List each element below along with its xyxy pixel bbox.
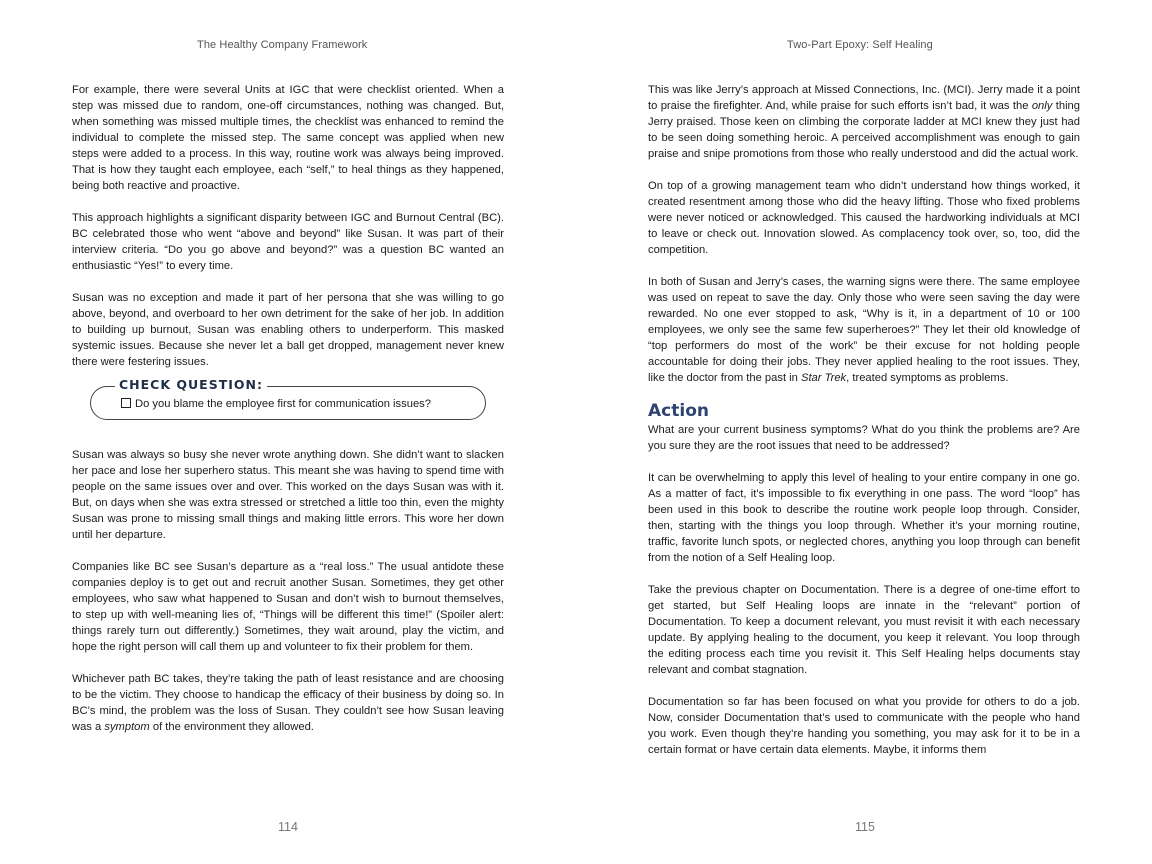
page-number-right: 115 (855, 820, 875, 834)
right-body-text (648, 82, 1080, 774)
page-number-left: 114 (278, 820, 298, 834)
paragraph: This was like Jerry’s approach at Missed Connections, Inc. (MCI). Jerry made it a point to praise the firefighter. And, while praise for such efforts isn’t bad, it was the only thing Jerry praised. Those keen on climbing the corporate ladder at MCI knew they just had to be seen doing something heroic. A perceived accomplishment was enough to gain praise and snipe promotions from those who really understood and did the actual work. (648, 84, 1080, 160)
checkbox-icon (121, 398, 131, 408)
paragraph: This approach highlights a significant disparity between IGC and Burnout Central (BC). BC celebrated those who went “above and beyond” like Susan. It was part of their interview criteria. “Do you go above and beyond?” was a question BC wanted an enthusiastic “Yes!” to every time. (72, 212, 504, 272)
callout-item (121, 396, 431, 412)
paragraph: What are your current business symptoms? What do you think the problems are? Are you sure they are the root issues that need to be addressed? (648, 424, 1080, 452)
running-head-right: Two-Part Epoxy: Self Healing (787, 39, 933, 51)
paragraph: Companies like BC see Susan’s departure as a “real loss.” The usual antidote these companies deploy is to get out and recruit another Susan. Sometimes, they get other employees, who saw what happened to Susan and don’t wish to burnout themselves, to step up with well-meaning lies of, “Things will be different this time!” (Spoiler alert: things rarely turn out differently.) Sometimes, they wait around, play the victim, and hope the right person will call them up and volunteer to fix their problem for them. (72, 561, 504, 653)
paragraph: Documentation so far has been focused on what you provide for others to do a job. Now, consider Documentation that’s used to communicate with the people who hand you work. Even though they’re handing you something, you may ask for it to be in a certain format or have certain data elements. Maybe, it informs them (648, 696, 1080, 756)
callout-title: CHECK QUESTION: (115, 377, 267, 393)
check-question-callout (90, 377, 486, 420)
right-page (576, 0, 1152, 864)
paragraph: Susan was always so busy she never wrote anything down. She didn’t want to slacken her pace and lose her superhero status. This meant she was having to spend time with people on the same issues over and over. This worked on the days Susan was with it. But, on days when she was extra stressed or stretched a little too thin, even the mighty Susan was prone to missing small things and making little errors. This wore her down until her departure. (72, 449, 504, 541)
paragraph: On top of a growing management team who didn’t understand how things worked, it created resentment among those who did the heavy lifting. Those who fixed problems were never noticed or acknowledged. This caused the hardworking individuals at MCI to leave or check out. Innovation slowed. As complacency took over, so, too, did the competition. (648, 180, 1080, 256)
paragraph: It can be overwhelming to apply this level of healing to your entire company in one go. As a matter of fact, it’s impossible to fix everything in one pass. The word “loop” has been used in this book to describe the routine work people loop through. Consider, then, starting with the things you loop through. Whether it’s your morning routine, traffic, favorite lunch spots, or neglected chores, anything you loop through can benefit from the notion of a Self Healing loop. (648, 472, 1080, 564)
paragraph: Take the previous chapter on Documentation. There is a degree of one-time effort to get started, but Self Healing loops are innate in the “relevant” portion of Documentation. To keep a document relevant, you must revisit it with each necessary update. By applying healing to the document, you keep it relevant. You loop through the editing process each time you revisit it. This Self Healing helps documents stay relevant and combat stagnation. (648, 584, 1080, 676)
callout-item-text: Do you blame the employee first for communication issues? (135, 398, 431, 410)
paragraph: For example, there were several Units at IGC that were checklist oriented. When a step was missed due to random, one-off circumstances, nothing was changed. But, when something was missed multiple times, the checklist was enhanced to remind the individual to complete the missed step. The same concept was applied when new steps were added to a process. In this way, routine work was always being improved. That is how they taught each employee, each “self,” to heal things as they happened, being both reactive and proactive. (72, 84, 504, 192)
paragraph: Susan was no exception and made it part of her persona that she was willing to go above, beyond, and overboard to her own detriment for the sake of her job. In addition to building up burnout, Susan was enabling others to underperform. This masked systemic issues. Because she never let a ball get dropped, management never knew there were festering issues. (72, 292, 504, 368)
paragraph: In both of Susan and Jerry’s cases, the warning signs were there. The same employee was used on repeat to save the day. Only those who were seen saving the day were rewarded. No one ever stopped to ask, “Why is it, in a department of 10 or 100 employees, we only see the same few superheroes?” They let their old knowledge of “top performers do most of the work” be their excuse for not holding people accountable for doing their jobs. They never applied healing to the root issues. They, like the doctor from the past in Star Trek, treated symptoms as problems. (648, 276, 1080, 384)
left-body-text (72, 82, 504, 751)
section-heading-action: Action (648, 401, 709, 421)
paragraph: Whichever path BC takes, they’re taking the path of least resistance and are choosing to be the victim. They choose to handicap the efficacy of their business by doing so. In BC’s mind, the problem was the loss of Susan. They couldn’t see how Susan leaving was a symptom of the environment they allowed. (72, 673, 504, 733)
running-head-left: The Healthy Company Framework (197, 39, 368, 51)
